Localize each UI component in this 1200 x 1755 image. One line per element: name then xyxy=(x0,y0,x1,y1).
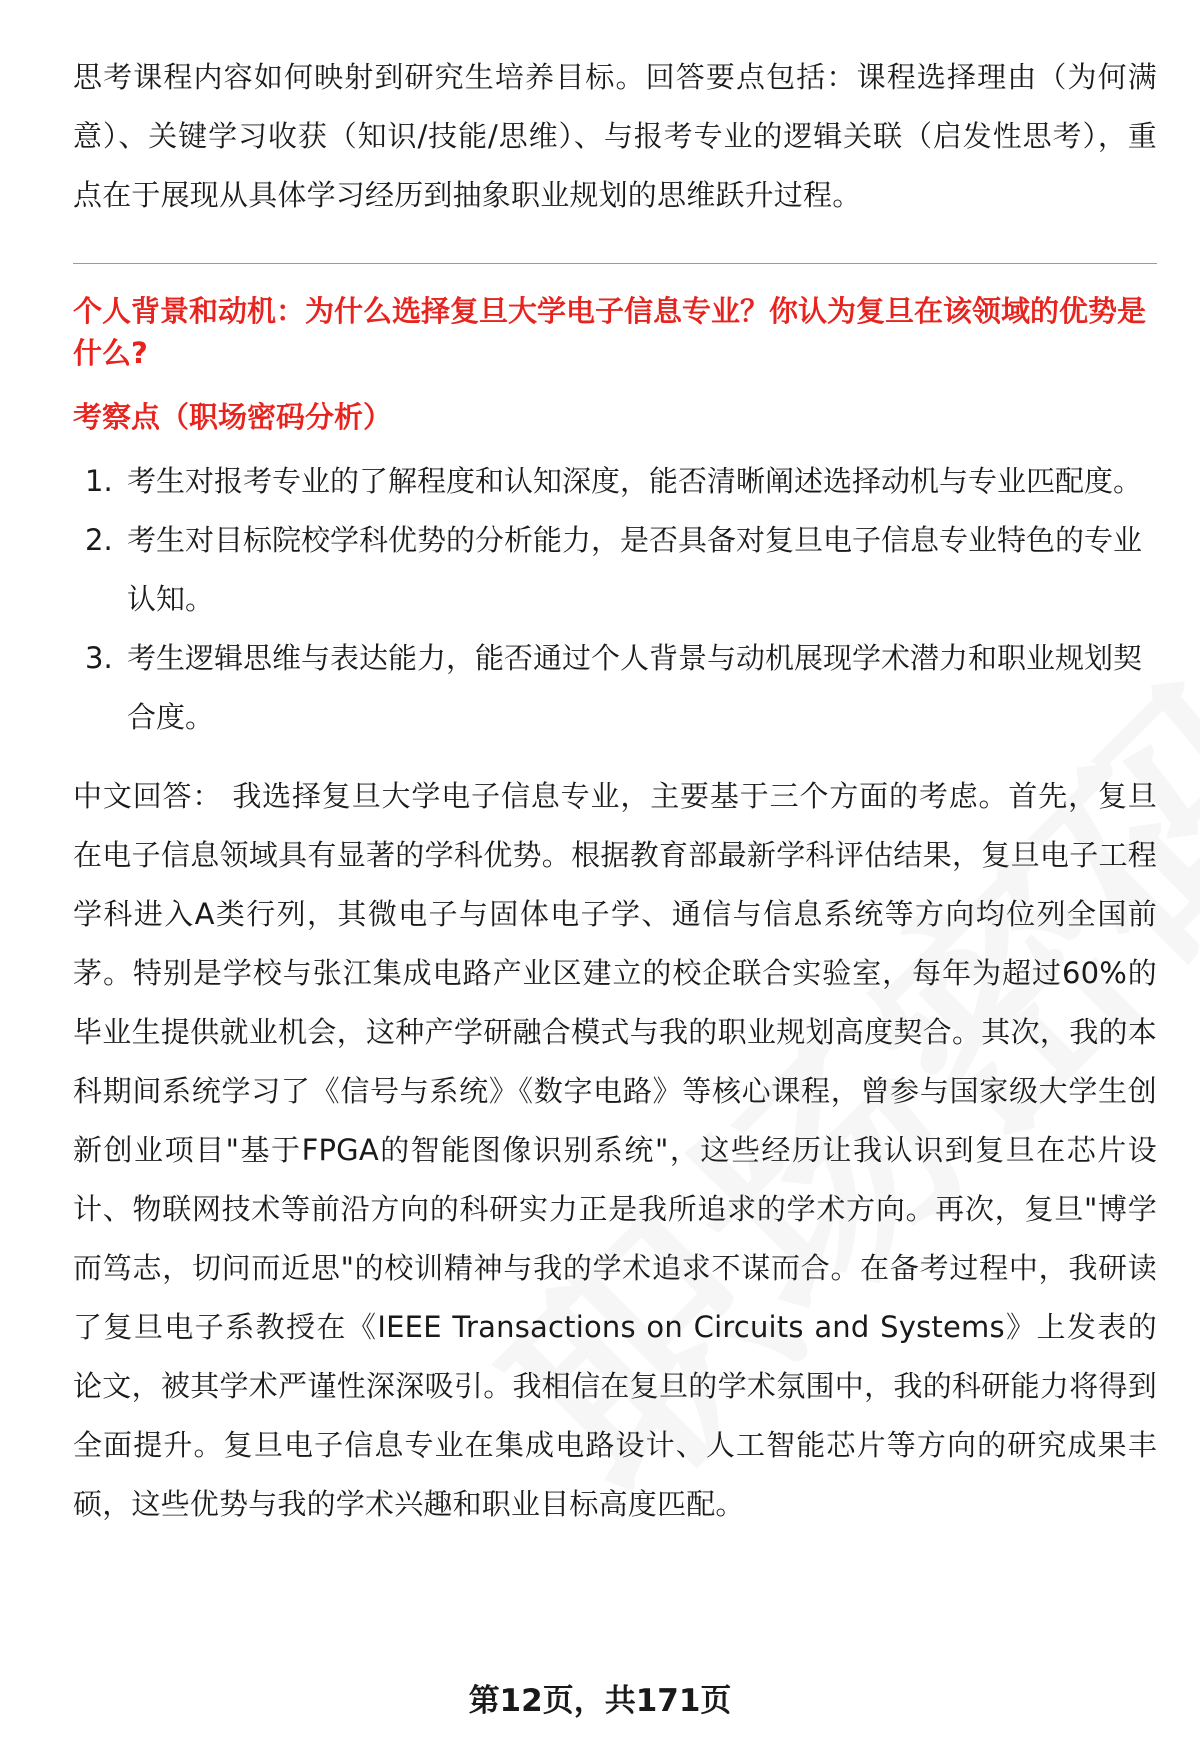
list-item-number: 3. xyxy=(85,641,113,675)
intro-paragraph: 思考课程内容如何映射到研究生培养目标。回答要点包括：课程选择理由（为何满意）、关键学习收获（知识/技能/思维）、与报考专业的逻辑关联（启发性思考），重点在于展现从具体学习经历到抽象职业规划的思维跃升过程。 xyxy=(73,60,1157,212)
list-item xyxy=(73,511,1157,629)
list-item-text: 考生对目标院校学科优势的分析能力，是否具备对复旦电子信息专业特色的专业认知。 xyxy=(127,523,1143,616)
assessment-heading: 考察点（职场密码分析） xyxy=(73,400,393,434)
list-item-text: 考生对报考专业的了解程度和认知深度，能否清晰阐述选择动机与专业匹配度。 xyxy=(127,464,1143,498)
list-item-number: 1. xyxy=(85,464,113,498)
page-content xyxy=(73,48,1157,1534)
list-item-number: 2. xyxy=(85,523,113,557)
list-item-text: 考生逻辑思维与表达能力，能否通过个人背景与动机展现学术潜力和职业规划契合度。 xyxy=(127,641,1143,734)
list-item xyxy=(73,629,1157,747)
list-item xyxy=(73,452,1157,511)
section-divider xyxy=(73,263,1157,264)
question-heading: 个人背景和动机：为什么选择复旦大学电子信息专业？你认为复旦在该领域的优势是什么? xyxy=(73,294,1147,370)
page-number: 第12页，共171页 xyxy=(468,1683,732,1719)
assessment-list xyxy=(73,452,1157,747)
answer-paragraph: 中文回答： 我选择复旦大学电子信息专业，主要基于三个方面的考虑。首先，复旦在电子信息领域具有显著的学科优势。根据教育部最新学科评估结果，复旦电子工程学科进入A类行列，其微电子与固体电子学、通信与信息系统等方向均位列全国前茅。特别是学校与张江集成电路产业区建立的校企联合实验室，每年为超过60%的毕业生提供就业机会，这种产学研融合模式与我的职业规划高度契合。其次，我的本科期间系统学习了《信号与系统》《数字电路》等核心课程，曾参与国家级大学生创新创业项目"基于FPGA的智能图像识别系统"，这些经历让我认识到复旦在芯片设计、物联网技术等前沿方向的科研实力正是我所追求的学术方向。再次，复旦"博学而笃志，切问而近思"的校训精神与我的学术追求不谋而合。在备考过程中，我研读了复旦电子系教授在《IEEE Transactions on Circuits and Systems》上发表的论文，被其学术严谨性深深吸引。我相信在复旦的学术氛围中，我的科研能力将得到全面提升。复旦电子信息专业在集成电路设计、人工智能芯片等方向的研究成果丰硕，这些优势与我的学术兴趣和职业目标高度匹配。 xyxy=(73,779,1157,1521)
